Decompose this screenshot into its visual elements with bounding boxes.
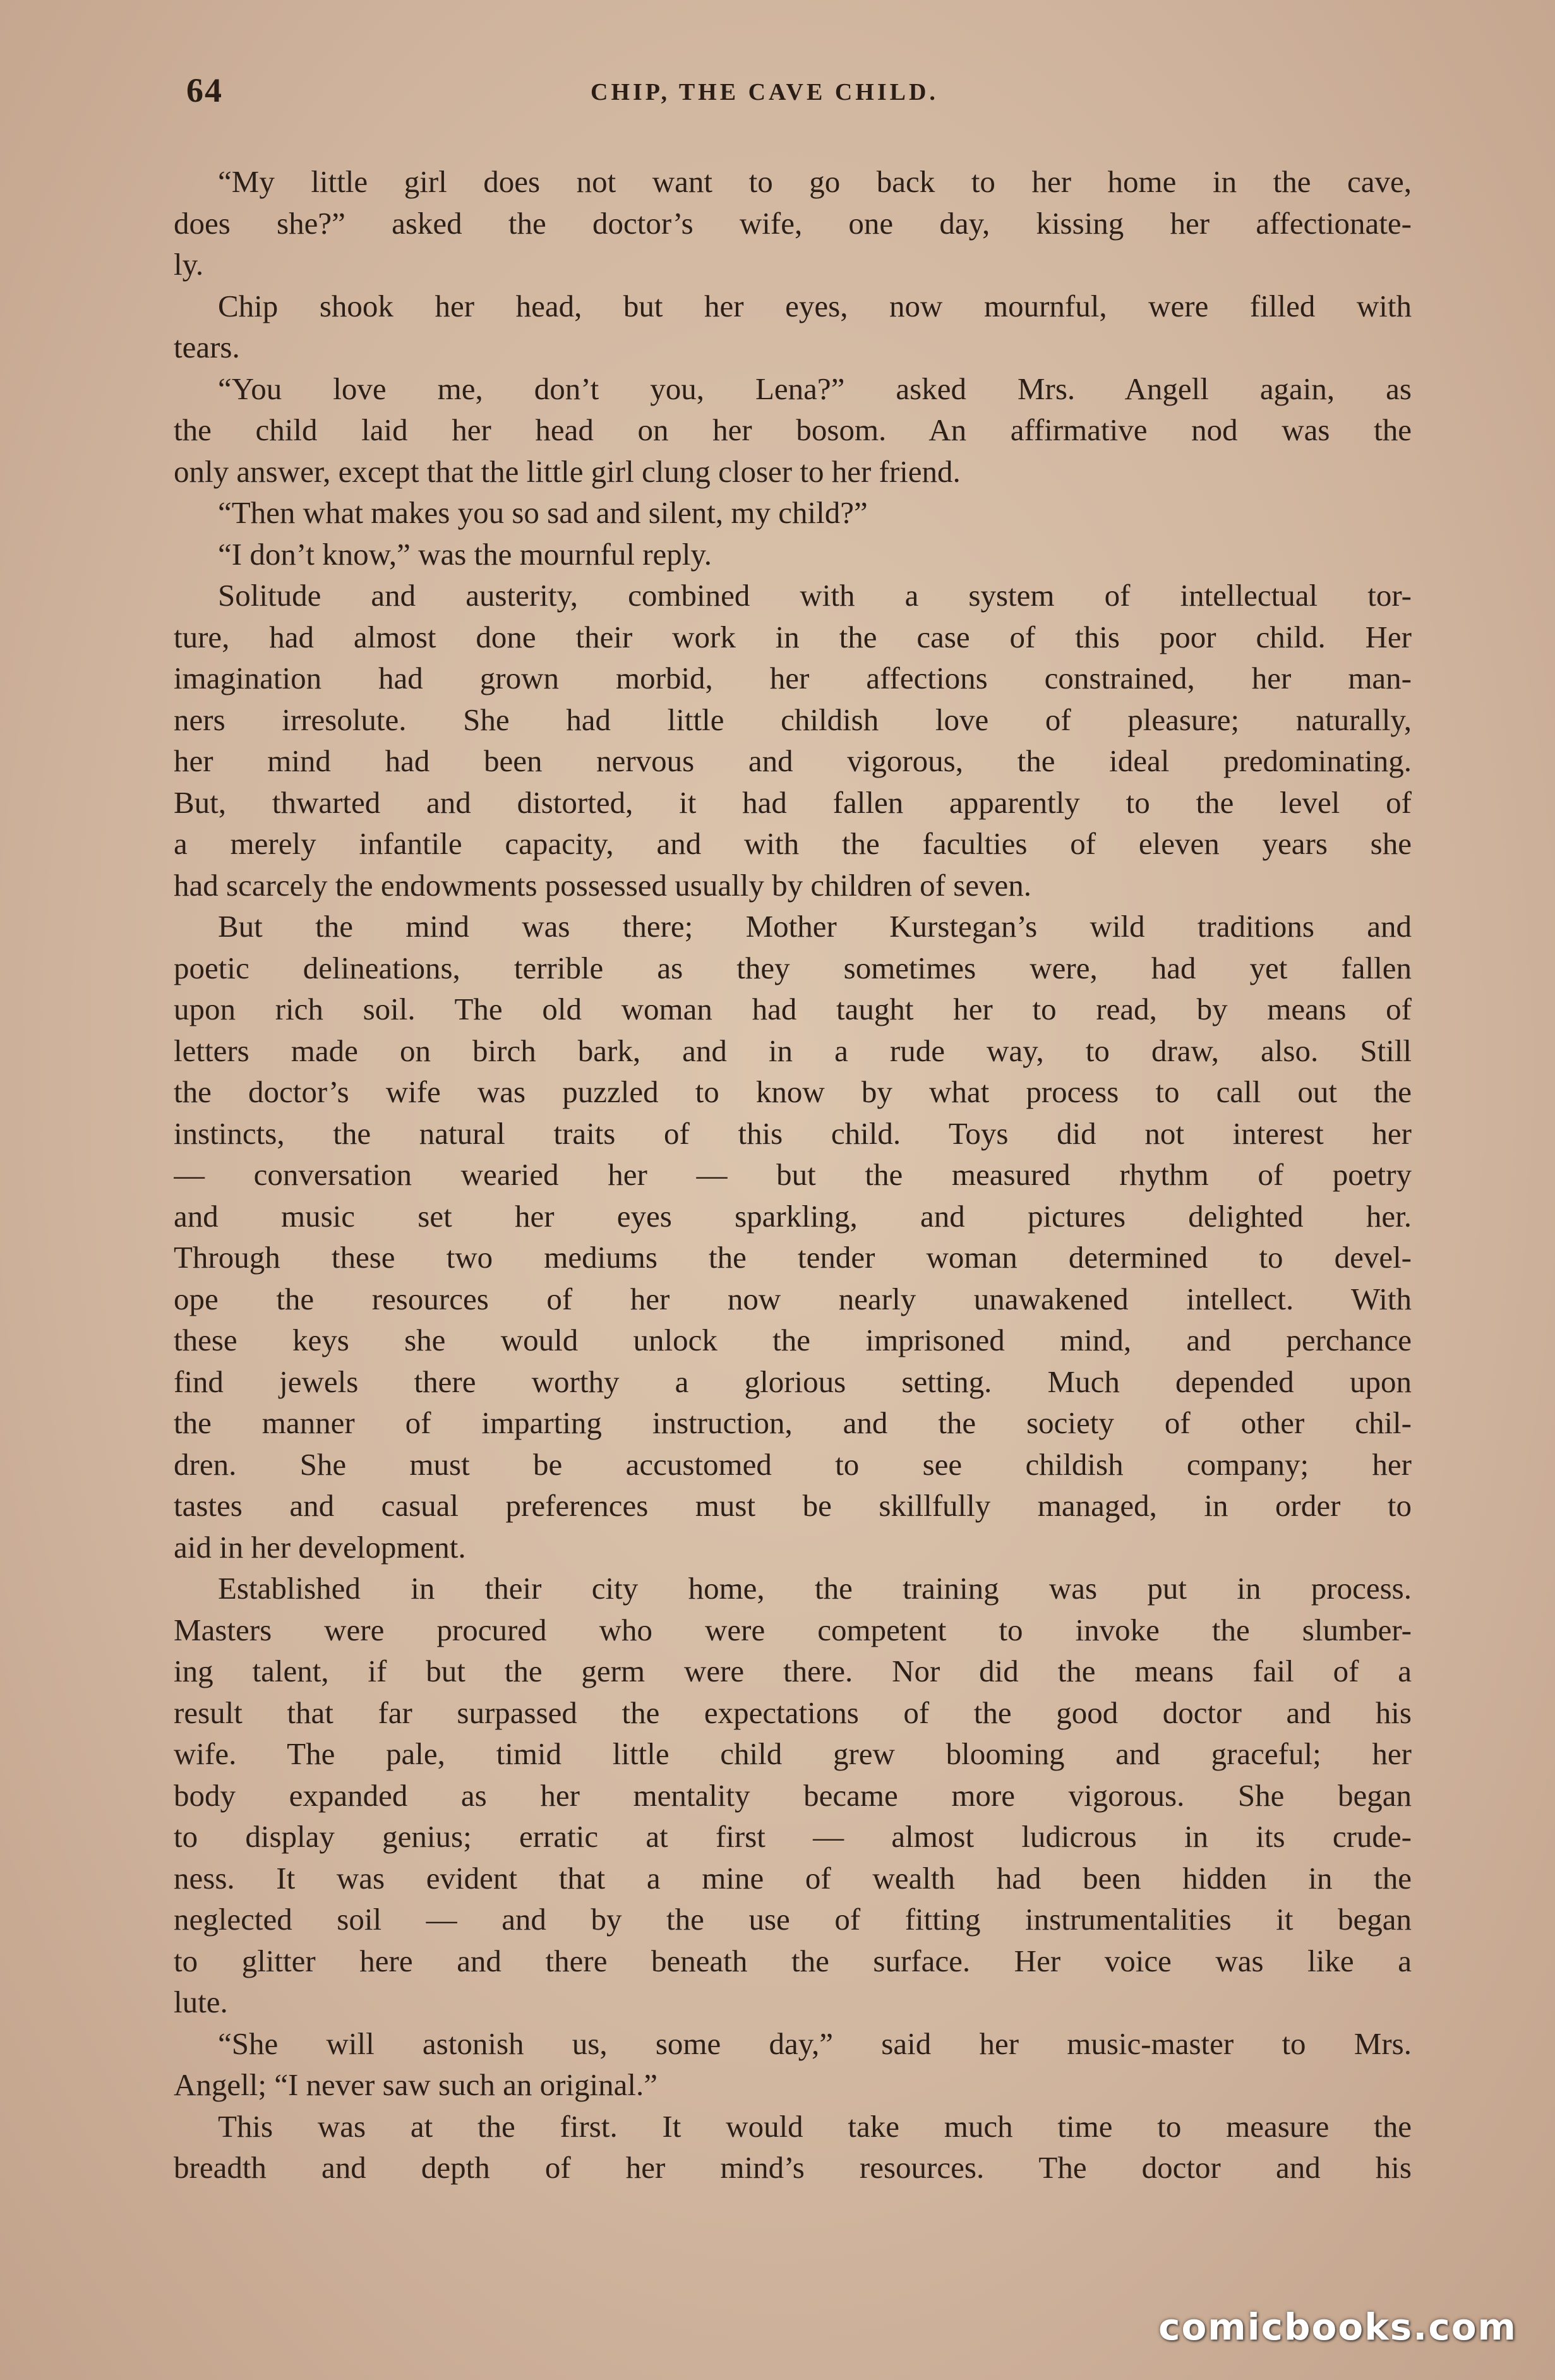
text-line: ope the resources of her now nearly unawakened intellect. With xyxy=(174,1281,1412,1316)
text-line: aid in her development. xyxy=(174,1529,466,1565)
text-line: ing talent, if but the germ were there. Nor did the means fail of a xyxy=(174,1654,1412,1688)
text-line: imagination had grown morbid, her affections constrained, her man- xyxy=(174,661,1412,695)
text-line: Chip shook her head, but her eyes, now mournful, were filled with xyxy=(218,288,1412,323)
text-line: ture, had almost done their work in the case of this poor child. Her xyxy=(174,619,1412,654)
text-line: breadth and depth of her mind’s resources. The doctor and his xyxy=(174,2150,1412,2185)
text-line: and music set her eyes sparkling, and pictures delighted her. xyxy=(174,1198,1412,1234)
text-line: But the mind was there; Mother Kurstegan’s wild traditions and xyxy=(218,909,1412,944)
text-line: letters made on birch bark, and in a rude way, to draw, also. Still xyxy=(174,1033,1412,1068)
text-line: “You love me, don’t you, Lena?” asked Mrs. Angell again, as xyxy=(218,371,1412,406)
text-line: “My little girl does not want to go back to her home in the cave, xyxy=(218,164,1412,199)
text-line: Angell; “I never saw such an original.” xyxy=(174,2067,658,2102)
text-line: ners irresolute. She had little childish love of pleasure; naturally, xyxy=(174,702,1412,737)
text-line: “Then what makes you so sad and silent, my child?” xyxy=(218,495,868,530)
text-line: only answer, except that the little girl clung closer to her friend. xyxy=(174,454,961,489)
text-line: instincts, the natural traits of this child. Toys did not interest her xyxy=(174,1115,1412,1151)
text-line: But, thwarted and distorted, it had fallen apparently to the level of xyxy=(174,784,1412,820)
text-line: This was at the first. It would take much time to measure the xyxy=(218,2108,1412,2144)
text-line: body expanded as her mentality became more vigorous. She began xyxy=(174,1777,1412,1813)
text-line: wife. The pale, timid little child grew blooming and graceful; her xyxy=(174,1736,1412,1771)
text-line: lute. xyxy=(174,1985,228,2019)
text-line: find jewels there worthy a glorious setting. Much depended upon xyxy=(174,1364,1412,1399)
text-line: to display genius; erratic at first — almost ludicrous in its crude- xyxy=(174,1819,1412,1854)
text-line: Established in their city home, the training was put in process. xyxy=(218,1571,1412,1606)
text-line: Solitude and austerity, combined with a system of intellectual tor- xyxy=(218,578,1412,613)
text-line: the doctor’s wife was puzzled to know by what process to call out the xyxy=(174,1074,1412,1109)
text-line: these keys she would unlock the imprisoned mind, and perchance xyxy=(174,1323,1412,1357)
text-line: Masters were procured who were competent to invoke the slumber- xyxy=(174,1612,1412,1647)
text-line: Through these two mediums the tender woman determined to devel- xyxy=(174,1240,1412,1275)
text-line: result that far surpassed the expectations of the good doctor and his xyxy=(174,1695,1412,1730)
text-line: does she?” asked the doctor’s wife, one day, kissing her affectionate- xyxy=(174,205,1412,241)
body-text xyxy=(174,161,1412,2189)
text-line: her mind had been nervous and vigorous, the ideal predominating. xyxy=(174,743,1412,778)
watermark: comicbooks.com xyxy=(1158,2305,1517,2348)
text-line: tears. xyxy=(174,330,240,364)
text-line: ness. It was evident that a mine of wealth had been hidden in the xyxy=(174,1860,1412,1896)
page-number: 64 xyxy=(186,71,223,109)
text-line: a merely infantile capacity, and with the faculties of eleven years she xyxy=(174,826,1412,861)
text-line: — conversation wearied her — but the measured rhythm of poetry xyxy=(174,1157,1412,1192)
text-line: to glitter here and there beneath the surface. Her voice was like a xyxy=(174,1943,1412,1978)
text-line: tastes and casual preferences must be skillfully managed, in order to xyxy=(174,1488,1412,1523)
text-line: had scarcely the endowments possessed usually by children of seven. xyxy=(174,867,1032,903)
text-line: “I don’t know,” was the mournful reply. xyxy=(218,536,712,572)
text-line: the manner of imparting instruction, and the society of other chil- xyxy=(174,1405,1412,1440)
running-head: CHIP, THE CAVE CHILD. xyxy=(591,79,939,105)
text-line: ly. xyxy=(174,247,204,282)
page-header xyxy=(186,71,1412,115)
text-line: poetic delineations, terrible as they sometimes were, had yet fallen xyxy=(174,950,1412,985)
text-line: “She will astonish us, some day,” said her music-master to Mrs. xyxy=(218,2026,1412,2061)
text-line: dren. She must be accustomed to see childish company; her xyxy=(174,1446,1412,1482)
text-line: neglected soil — and by the use of fitting instrumentalities it began xyxy=(174,1902,1412,1937)
text-line: upon rich soil. The old woman had taught her to read, by means of xyxy=(174,992,1412,1026)
text-line: the child laid her head on her bosom. An affirmative nod was the xyxy=(174,412,1412,447)
